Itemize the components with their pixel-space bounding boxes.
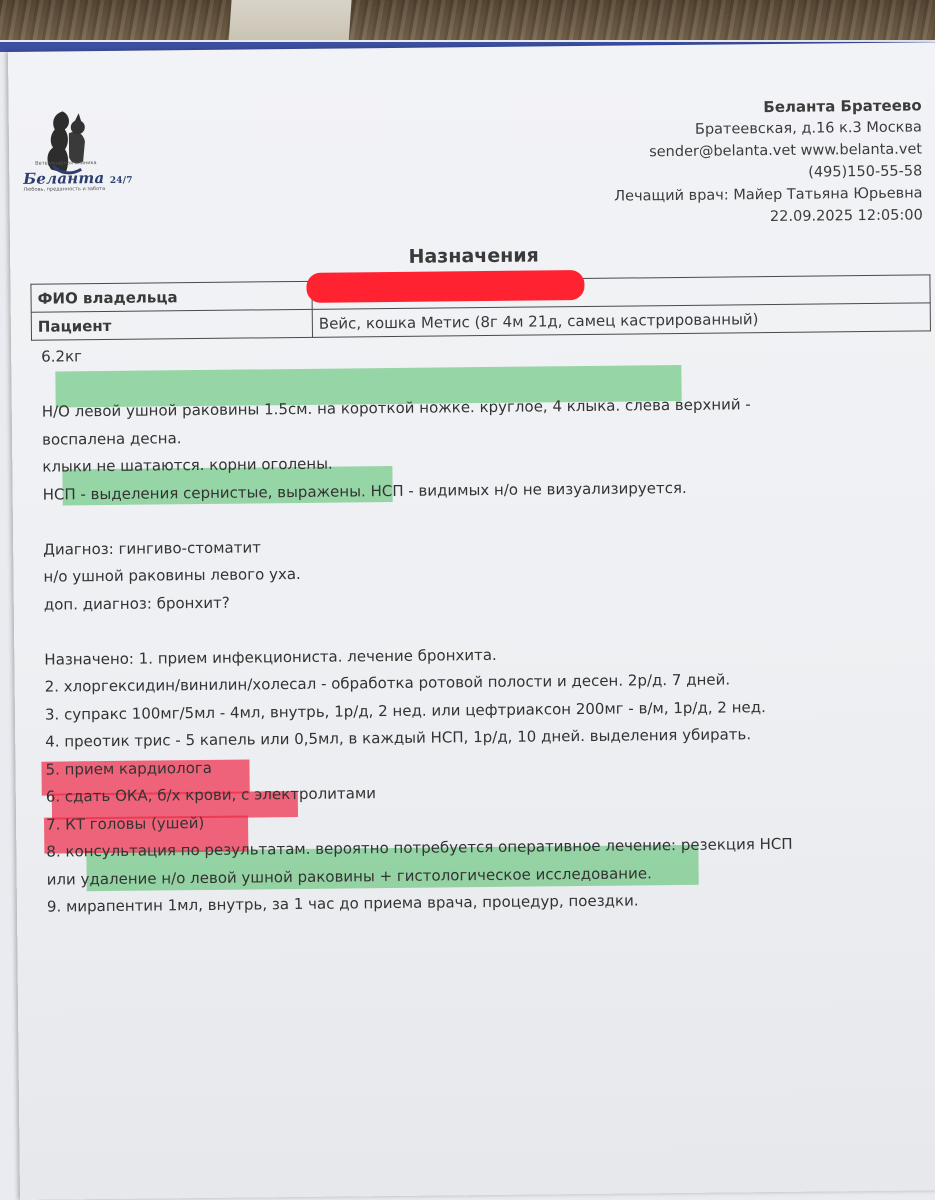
prescription-item: 3. супракс 100мг/5мл - 4мл, внутрь, 1р/д, 2 нед. или цефтриаксон 200мг - в/м, 1р/д, 2 нед. [44,697,766,724]
findings-line: Н/О левой ушной раковины 1.5см. на короткой ножке. круглое, 4 клыка. слева верхний - [41,395,751,421]
logo-name: Беланта [23,168,105,188]
findings-line: НСП - выделения сернистые, выражены. НСП - видимых н/о не визуализируется. [42,478,687,504]
prescription-item: 2. хлоргексидин/винилин/холесал - обработка ротовой полости и десен. 2р/д. 7 дней. [44,670,731,696]
clinic-address: Братеевская, д.16 к.3 Москва [694,119,922,138]
attending-doctor: Лечащий врач: Майер Татьяна Юрьевна [614,185,923,205]
logo-suffix: 24/7 [109,175,133,186]
prescription-item: 6. сдать ОКА, б/х крови, с электролитами [45,784,377,806]
prescription-item: 8. консультация по результатам. вероятно потребуется оперативное лечение: резекция НСП [46,834,793,861]
prescription-item: или удаление н/о левой ушной раковины + гистологическое исследование. [46,863,652,889]
prescription-item: 5. прием кардиолога [45,758,212,779]
findings-line: клыки не шатаются. корни оголены. [42,454,333,476]
prescription-item: Назначено: 1. прием инфекциониста. лечение бронхита. [44,645,497,669]
document-datetime: 22.09.2025 12:05:00 [769,207,923,226]
diagnosis-line: н/о ушной раковины левого уха. [43,564,301,586]
owner-label: ФИО владельца [31,281,312,312]
prescription-item: 4. преотик трис - 5 капель или 0,5мл, в каждый НСП, 1р/д, 10 дней. выделения убирать. [45,725,752,751]
prescription-item: 9. мирапентин 1мл, внутрь, за 1 час до приема врача, процедур, поездки. [46,891,639,916]
patient-value: Вейс, кошка Метис (8г 4м 21д, самец кастрированный) [312,303,930,337]
prescription-item: 7. КТ головы (ушей) [45,813,205,834]
clinic-contacts: sender@belanta.vet www.belanta.vet [649,141,923,161]
patient-weight: 6.2кг [41,347,83,366]
prescription-sheet [8,42,935,1200]
clinic-header [613,94,923,229]
logo-caption: Ветеринарная клиника [35,160,97,167]
diagnosis-line: Диагноз: гингиво-стоматит [43,537,262,559]
clinic-name: Беланта Братеево [763,96,922,117]
diagnosis-line: доп. диагноз: бронхит? [43,593,230,614]
clinic-phone: (495)150-55-58 [808,163,923,181]
prescription-body [41,334,927,921]
patient-label: Пациент [31,309,312,340]
background-object [228,0,351,45]
logo-tagline: Любовь, преданность и забота [23,185,106,193]
findings-line: воспалена десна. [41,428,182,449]
page-title: Назначения [408,244,539,268]
owner-redaction-mark [306,270,584,303]
logo-wordmark [23,169,132,188]
